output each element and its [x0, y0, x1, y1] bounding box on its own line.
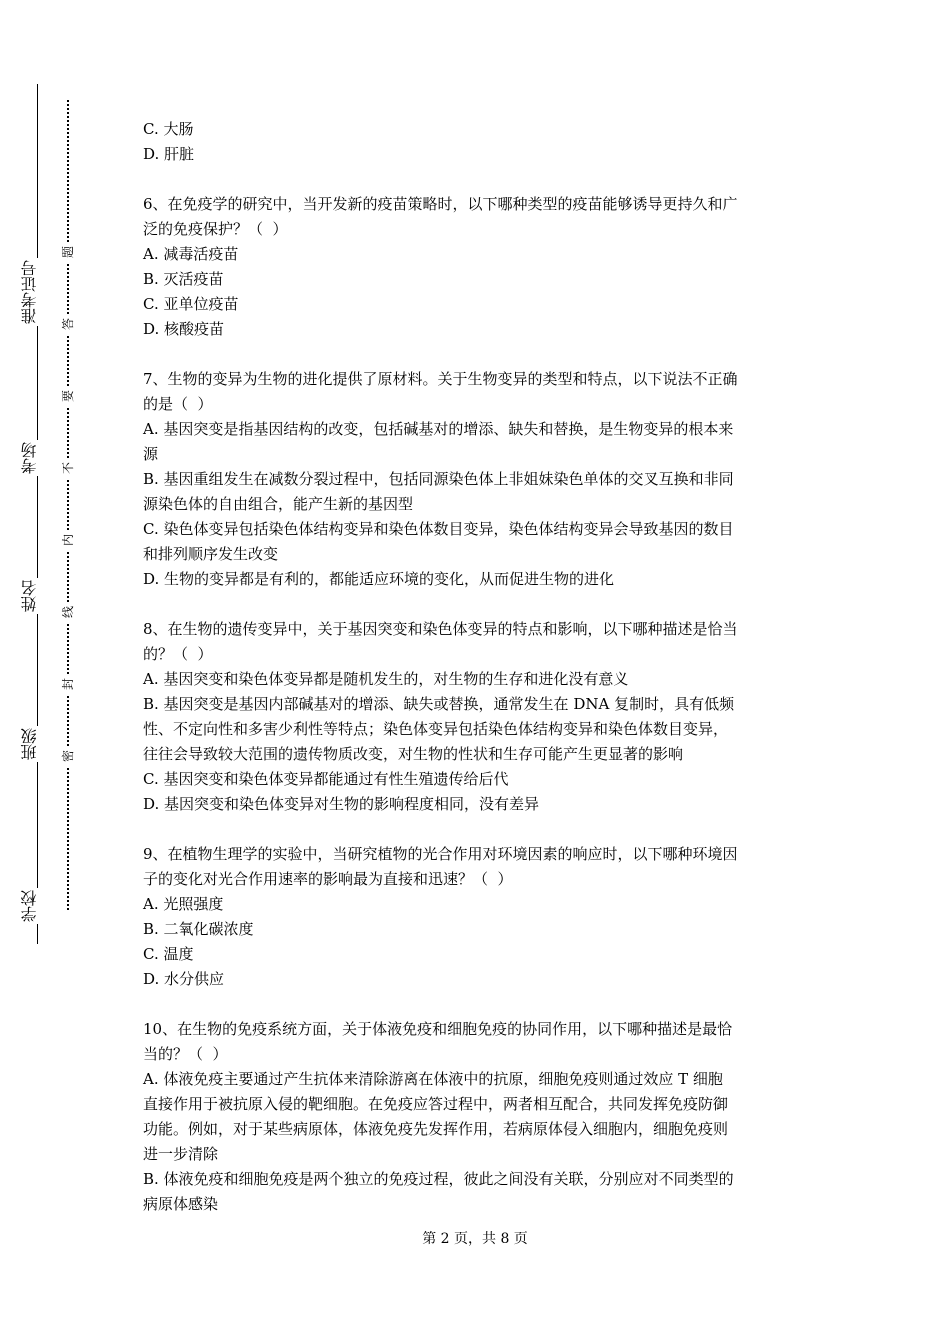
text-line: 源染色体的自由组合，能产生新的基因型 — [143, 495, 414, 513]
text-line: B. 基因突变是基因内部碱基对的增添、缺失或替换，通常发生在 DNA 复制时，具有低频 — [143, 695, 735, 713]
seal-char: 内 — [62, 530, 74, 550]
text-line: 源 — [143, 445, 159, 463]
text-line: A. 光照强度 — [143, 895, 224, 913]
text-line: 病原体感染 — [143, 1195, 219, 1213]
seal-char: 要 — [62, 386, 74, 406]
text-line: 直接作用于被抗原入侵的靶细胞。在免疫应答过程中，两者相互配合，共同发挥免疫防御 — [143, 1095, 729, 1113]
seal-char: 封 — [62, 674, 74, 694]
seal-char: 答 — [62, 314, 74, 334]
text-line: D. 水分供应 — [143, 970, 225, 988]
text-line: B. 二氧化碳浓度 — [143, 920, 254, 938]
binding-dotted-line — [67, 100, 69, 910]
text-line: D. 核酸疫苗 — [143, 320, 225, 338]
text-line: 子的变化对光合作用速率的影响最为直接和迅速？（ ） — [143, 870, 513, 888]
text-line: A. 基因突变是指基因结构的改变，包括碱基对的增添、缺失和替换，是生物变异的根本来 — [143, 420, 734, 438]
text-line: D. 基因突变和染色体变异对生物的影响程度相同，没有差异 — [143, 795, 540, 813]
text-line: 7、生物的变异为生物的进化提供了原材料。关于生物变异的类型和特点，以下说法不正确 — [143, 370, 738, 388]
text-line: 性、不定向性和多害少利性等特点；染色体变异包括染色体结构变异和染色体数目变异， — [143, 720, 729, 738]
page-footer: 第 2 页，共 8 页 — [422, 1231, 528, 1247]
label-exam-room: 考场 — [22, 440, 54, 476]
text-line: 的是（ ） — [143, 395, 213, 413]
seal-char: 题 — [62, 242, 74, 262]
spacer — [143, 167, 813, 192]
label-exam-number: 准考证号 — [22, 258, 54, 326]
question-content — [143, 117, 813, 1217]
text-line: 10、在生物的免疫系统方面，关于体液免疫和细胞免疫的协同作用，以下哪种描述是最恰 — [143, 1020, 733, 1038]
text-line: A. 基因突变和染色体变异都是随机发生的，对生物的生存和进化没有意义 — [143, 670, 629, 688]
label-class: 班级 — [22, 726, 54, 762]
text-line: C. 温度 — [143, 945, 194, 963]
text-line: C. 大肠 — [143, 120, 194, 138]
binding-solid-line — [37, 84, 38, 944]
text-line: 当的？（ ） — [143, 1045, 228, 1063]
seal-char: 线 — [62, 602, 74, 622]
text-line: B. 体液免疫和细胞免疫是两个独立的免疫过程，彼此之间没有关联，分别应对不同类型的 — [143, 1170, 734, 1188]
seal-char: 密 — [62, 746, 74, 766]
binding-margin — [0, 0, 100, 1344]
spacer — [143, 817, 813, 842]
text-line: B. 灭活疫苗 — [143, 270, 224, 288]
text-line: D. 肝脏 — [143, 145, 195, 163]
text-line: 泛的免疫保护？（ ） — [143, 220, 288, 238]
text-line: 和排列顺序发生改变 — [143, 545, 279, 563]
text-line: 往往会导致较大范围的遗传物质改变，对生物的性状和生存可能产生更显著的影响 — [143, 745, 684, 763]
text-line: A. 体液免疫主要通过产生抗体来清除游离在体液中的抗原，细胞免疫则通过效应 T 细胞 — [143, 1070, 723, 1088]
spacer — [143, 342, 813, 367]
spacer — [143, 592, 813, 617]
text-line: C. 亚单位疫苗 — [143, 295, 239, 313]
text-line: 的？（ ） — [143, 645, 213, 663]
text-line: 9、在植物生理学的实验中，当研究植物的光合作用对环境因素的响应时，以下哪种环境因 — [143, 845, 738, 863]
text-line: 6、在免疫学的研究中，当开发新的疫苗策略时，以下哪种类型的疫苗能够诱导更持久和广 — [143, 195, 738, 213]
text-line: 8、在生物的遗传变异中，关于基因突变和染色体变异的特点和影响，以下哪种描述是恰当 — [143, 620, 738, 638]
text-line: 功能。例如，对于某些病原体，体液免疫先发挥作用，若病原体侵入细胞内，细胞免疫则 — [143, 1120, 729, 1138]
text-line: 进一步清除 — [143, 1145, 219, 1163]
text-line: B. 基因重组发生在减数分裂过程中，包括同源染色体上非姐妹染色单体的交叉互换和非同 — [143, 470, 734, 488]
spacer — [143, 992, 813, 1017]
text-line: C. 基因突变和染色体变异都能通过有性生殖遗传给后代 — [143, 770, 509, 788]
text-line: D. 生物的变异都是有利的，都能适应环境的变化，从而促进生物的进化 — [143, 570, 615, 588]
text-line: C. 染色体变异包括染色体结构变异和染色体数目变异，染色体结构变异会导致基因的数目 — [143, 520, 734, 538]
label-school: 学校 — [22, 888, 54, 924]
text-line: A. 减毒活疫苗 — [143, 245, 239, 263]
seal-char: 不 — [62, 458, 74, 478]
label-name: 姓名 — [22, 578, 54, 614]
